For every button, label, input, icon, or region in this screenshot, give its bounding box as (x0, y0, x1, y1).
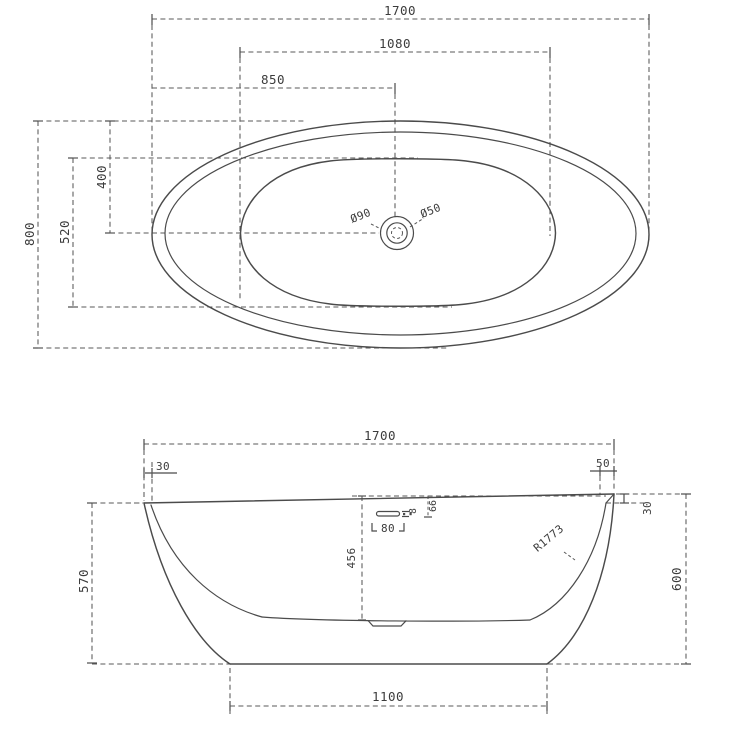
tub-left-outer-wall (144, 503, 230, 664)
tub-right-outer-wall (547, 494, 614, 664)
side-view (76, 428, 691, 714)
plan-labels (22, 3, 443, 246)
side-dim-456-label: 456 (345, 547, 358, 569)
drain-inner-circle (387, 223, 407, 243)
tub-right-lip-step (606, 494, 614, 503)
side-dim-80-label: 80 (380, 522, 396, 535)
side-dim-1700-label: 1700 (363, 428, 397, 443)
side-dim-8-label: 8 (408, 508, 419, 514)
plan-dim-800-label: 800 (22, 221, 37, 247)
plan-leader-d90 (371, 224, 381, 229)
side-dim-570-label: 570 (76, 568, 91, 594)
plan-dimension-lines (33, 14, 649, 348)
side-dim-80-bracket-right (399, 523, 404, 531)
plan-tub-outline (152, 121, 649, 348)
plan-drain-dia90-label: Ø90 (348, 205, 373, 226)
side-dim-80-bracket-left (372, 523, 377, 531)
plan-view (22, 3, 649, 348)
tub-outer-rim (152, 121, 649, 348)
plan-dim-1080-label: 1080 (378, 36, 412, 51)
side-tub-outline (144, 494, 614, 664)
tub-left-inner-wall (151, 505, 262, 617)
plan-dim-1700-label: 1700 (383, 3, 417, 18)
drain-outer-circle (381, 217, 414, 250)
side-dim-r1773-label: R1773 (531, 522, 567, 555)
tub-top-edge (144, 494, 614, 503)
side-leader-r1773 (564, 552, 575, 560)
side-dim-30lip-label: 30 (641, 500, 654, 516)
side-dim-66-label: 66 (428, 499, 439, 513)
drain-dashed-circle (392, 228, 403, 239)
side-dim-30left-label: 30 (155, 460, 171, 473)
side-labels (76, 428, 684, 704)
side-dim-1100-label: 1100 (371, 689, 405, 704)
tub-inner-rim (165, 132, 636, 335)
tick-dot (403, 513, 405, 515)
plan-dim-400-label: 400 (94, 164, 109, 190)
tub-floor (262, 617, 530, 621)
plan-dim-520-label: 520 (57, 219, 72, 245)
overflow-slot (377, 512, 400, 517)
plan-dim-850-label: 850 (260, 72, 286, 87)
side-dim-600-label: 600 (669, 566, 684, 592)
side-dim-50-label: 50 (595, 457, 611, 470)
plan-drain-dia50-label: Ø50 (418, 200, 443, 221)
tub-right-inner-wall (530, 503, 606, 620)
